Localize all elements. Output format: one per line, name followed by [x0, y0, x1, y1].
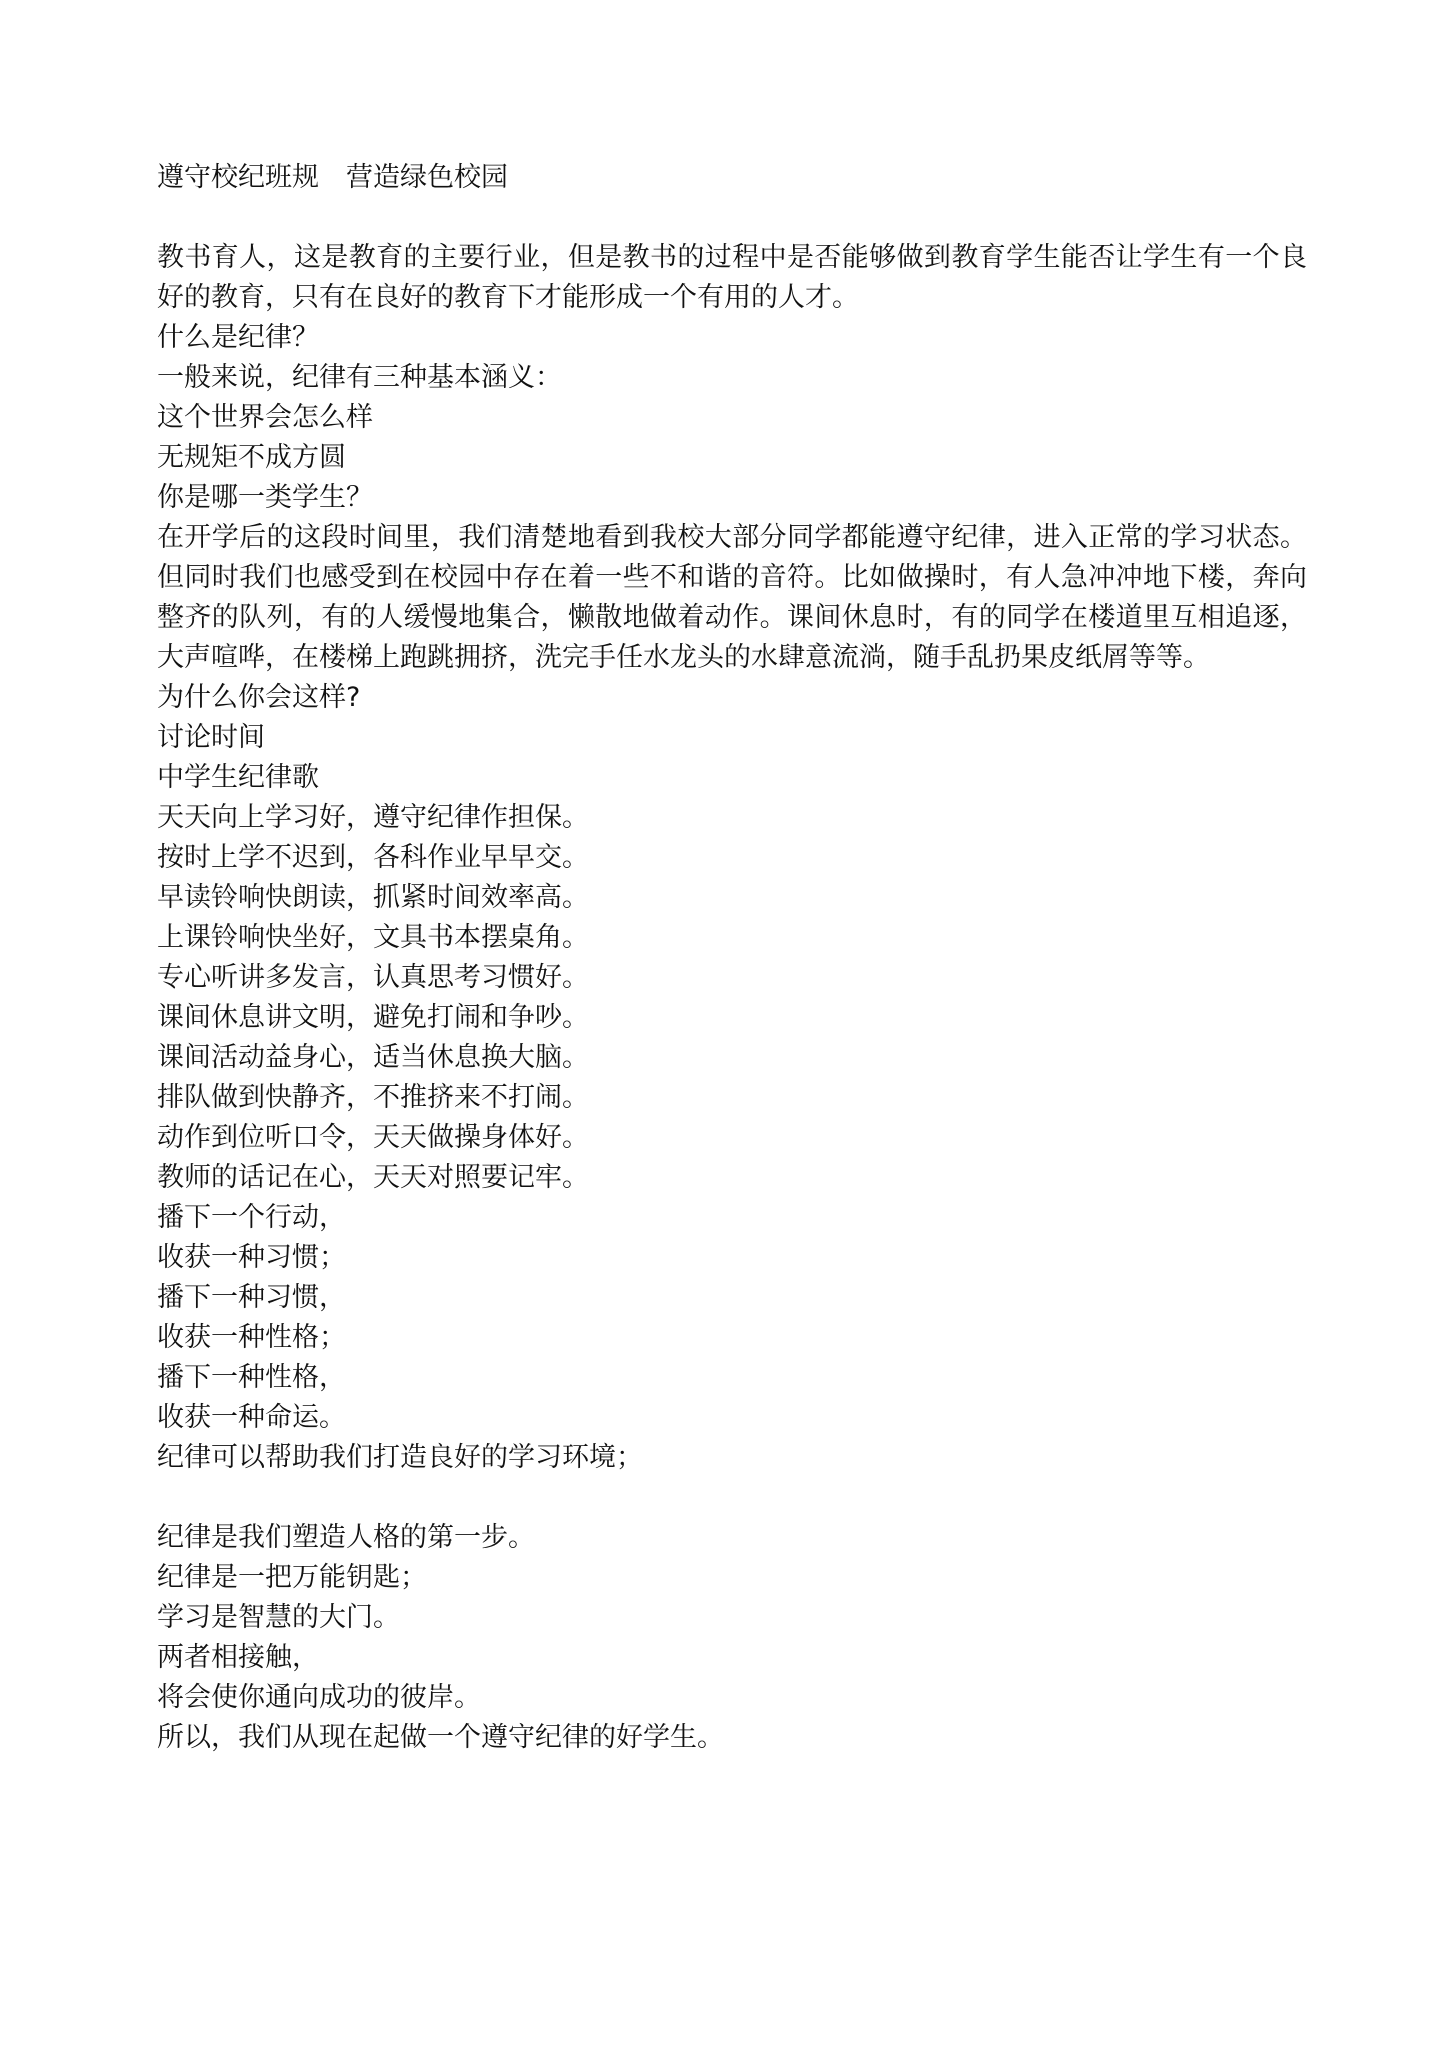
song-line: 早读铃响快朗读，抓紧时间效率高。: [157, 882, 589, 913]
discipline-meaning-line: 一般来说，纪律有三种基本涵义：: [157, 362, 562, 393]
habit-line: 播下一个行动，: [157, 1202, 346, 1233]
song-line: 动作到位听口令，天天做操身体好。: [157, 1122, 589, 1153]
song-line: 上课铃响快坐好，文具书本摆桌角。: [157, 922, 589, 953]
song-line: 专心听讲多发言，认真思考习惯好。: [157, 962, 589, 993]
song-line: 课间活动益身心，适当休息换大脑。: [157, 1042, 589, 1073]
closing-line: 纪律是一把万能钥匙；: [157, 1562, 427, 1593]
habit-line: 收获一种性格；: [157, 1322, 346, 1353]
blank-line: [157, 1478, 1307, 1518]
world-line: 这个世界会怎么样: [157, 402, 373, 433]
habit-lines: [157, 1198, 1307, 1438]
song-lines: [157, 798, 1307, 1198]
song-line: 课间休息讲文明，避免打闹和争吵。: [157, 1002, 589, 1033]
habit-line: 收获一种习惯；: [157, 1242, 346, 1273]
song-line: 排队做到快静齐，不推挤来不打闹。: [157, 1082, 589, 1113]
benefit-line: 纪律可以帮助我们打造良好的学习环境；: [157, 1442, 643, 1473]
habit-line: 播下一种习惯，: [157, 1282, 346, 1313]
question-what-is-discipline: 什么是纪律？: [157, 322, 319, 353]
habit-line: 收获一种命运。: [157, 1402, 346, 1433]
song-line: 教师的话记在心，天天对照要记牢。: [157, 1162, 589, 1193]
intro-paragraph: 教书育人，这是教育的主要行业，但是教书的过程中是否能够做到教育学生能否让学生有一个良好的教育，只有在良好的教育下才能形成一个有用的人才。: [157, 242, 1307, 313]
closing-line: 纪律是我们塑造人格的第一步。: [157, 1522, 535, 1553]
rules-proverb-line: 无规矩不成方圆: [157, 442, 346, 473]
closing-line: 学习是智慧的大门。: [157, 1602, 400, 1633]
song-title: 中学生纪律歌: [157, 762, 319, 793]
song-line: 天天向上学习好，遵守纪律作担保。: [157, 802, 589, 833]
observation-paragraph: 在开学后的这段时间里，我们清楚地看到我校大部分同学都能遵守纪律，进入正常的学习状态。但同时我们也感受到在校园中存在着一些不和谐的音符。比如做操时，有人急冲冲地下楼，奔向整齐的队列，有的人缓慢地集合，懒散地做着动作。课间休息时，有的同学在楼道里互相追逐，大声喧哗，在楼梯上跑跳拥挤，洗完手任水龙头的水肆意流淌，随手乱扔果皮纸屑等等。: [157, 522, 1307, 673]
closing-line: 所以，我们从现在起做一个遵守纪律的好学生。: [157, 1722, 724, 1753]
discussion-time: 讨论时间: [157, 722, 265, 753]
document-body: [157, 158, 1307, 1758]
song-line: 按时上学不迟到，各科作业早早交。: [157, 842, 589, 873]
closing-line: 将会使你通向成功的彼岸。: [157, 1682, 481, 1713]
question-why: 为什么你会这样?: [157, 682, 361, 713]
habit-line: 播下一种性格，: [157, 1362, 346, 1393]
document-title: 遵守校纪班规 营造绿色校园: [157, 162, 508, 193]
closing-line: 两者相接触，: [157, 1642, 319, 1673]
closing-lines: [157, 1518, 1307, 1758]
question-student-type: 你是哪一类学生？: [157, 482, 373, 513]
